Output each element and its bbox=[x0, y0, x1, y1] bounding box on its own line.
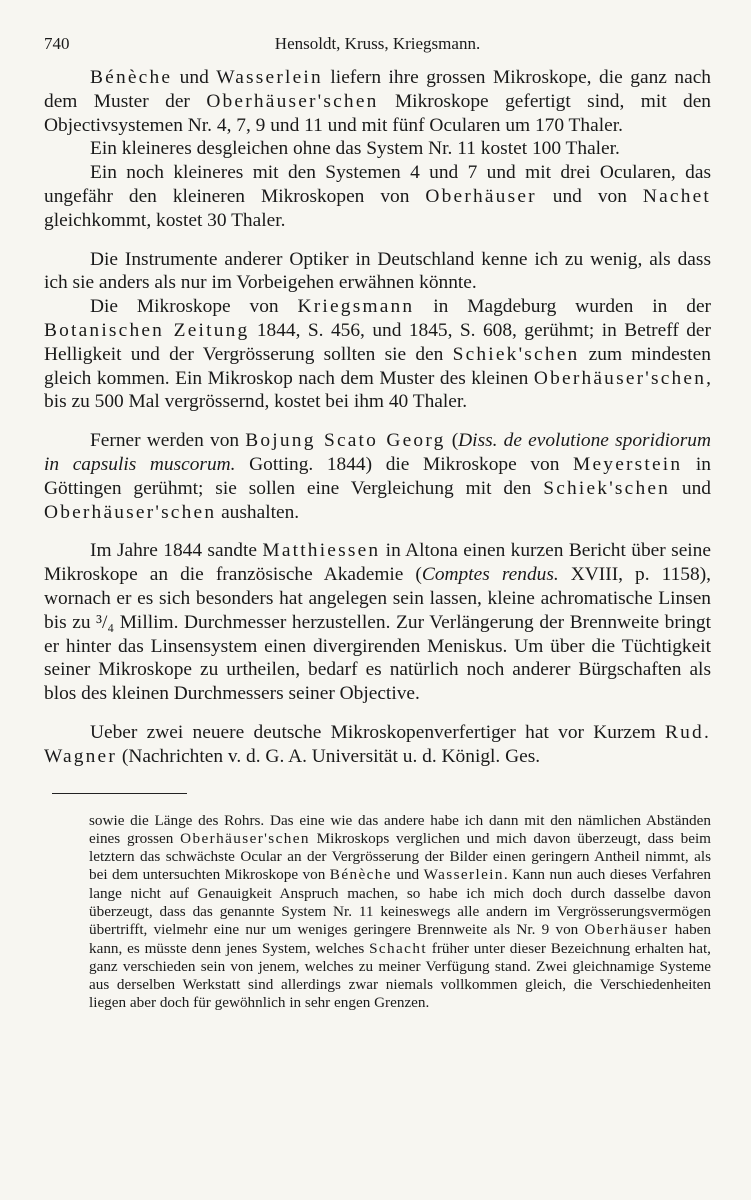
spaced-name: Schacht bbox=[369, 939, 427, 957]
text-run: haben kann, es müsste denn jenes System, welches bbox=[89, 921, 712, 957]
text-run: in Altona einen kurzen Bericht über seine Mikroskope an die französische Akademie ( bbox=[44, 540, 711, 586]
text-run: Mikroskope gefertigt sind, mit den Objectivsystemen Nr. 4, 7, 9 und 11 und mit fünf Ocularen um 170 Thaler. bbox=[44, 90, 711, 136]
text-run: XVIII, p. 1158), wornach er es sich besonders hat angelegen sein lassen, kleine achromatische Linsen bis zu ³/₄ Millim. Durchmesser herzustellen. Zur Verlängerung der Brennweite bringt er hinter das Linsensystem einen divergirenden Meniskus. Um über die Tüchtigkeit seiner Mikroskope zu urtheilen, bedarf es natürlich noch anderer Bürgschaften als blos des kleinen Durchmessers seiner Objective. bbox=[44, 564, 711, 705]
text-run: Im Jahre 1844 sandte bbox=[90, 540, 263, 562]
footnote-paragraph bbox=[89, 812, 711, 1013]
spaced-name: Botanischen Zeitung bbox=[44, 319, 250, 341]
text-run: , bis zu 500 Mal vergrössernd, kostet bei ihm 40 Thaler. bbox=[44, 367, 711, 413]
footnote-divider bbox=[52, 793, 187, 794]
text-run: in Magdeburg wurden in der bbox=[414, 296, 712, 318]
text-run: zum mindesten gleich kommen. Ein Mikroskop nach dem Muster des kleinen bbox=[44, 343, 711, 389]
spaced-name: Wasserlein bbox=[423, 866, 504, 884]
spaced-name: Nachet bbox=[642, 185, 712, 207]
text-run: und bbox=[670, 477, 712, 499]
spaced-name: Schiek'schen bbox=[543, 477, 671, 499]
spaced-name: Bénèche bbox=[90, 67, 173, 88]
spaced-name: Bojung Scato Georg bbox=[245, 430, 446, 452]
text-run: Ein kleineres desgleichen ohne das System Nr. 11 kostet 100 Thaler. bbox=[90, 138, 620, 160]
main-text bbox=[44, 66, 711, 769]
text-run: . Kann nun auch dieses Verfahren lange nicht auf Genauigkeit Anspruch machen, so habe ich mich doch durch dasselbe davon überzeugt, dass das genannte System Nr. 11 keineswegs alle andern im Vergrösserungsvermögen übertrifft, vielmehr eine nur um weniges geringere Brennweite als Nr. 9 von bbox=[89, 866, 712, 939]
text-run: Mikroskops verglichen und mich davon überzeugt, dass beim letztern das schwächste Ocular an der Vergrösserung der Bilder einen geringern Antheil nimmt, als bei dem untersuchten Mikroskope von bbox=[89, 829, 711, 884]
paragraph bbox=[44, 429, 711, 524]
italic-title: Diss. de evolutione sporidiorum in capsulis muscorum. bbox=[44, 430, 711, 475]
text-run: und bbox=[391, 866, 424, 884]
spaced-name: Kriegsmann bbox=[297, 296, 415, 318]
paragraph bbox=[44, 66, 711, 137]
text-run: ( bbox=[445, 430, 459, 452]
spaced-name: Oberhäuser bbox=[425, 185, 537, 207]
spaced-name: Oberhäuser bbox=[584, 921, 669, 939]
text-run: und von bbox=[536, 185, 643, 207]
text-run: 1844, S. 456, und 1845, S. 608, gerühmt; in Betreff der Helligkeit und der Vergrösserung sollten sie den bbox=[44, 319, 711, 365]
paragraph bbox=[44, 295, 711, 414]
spaced-name: Wasserlein bbox=[216, 67, 323, 88]
text-run: aushalten. bbox=[216, 501, 300, 523]
paragraph bbox=[44, 161, 711, 232]
text-run: früher unter dieser Bezeichnung erhalten hat, ganz verschieden sein von jenem, welches zu meiner Verfügung stand. Zwei gleichnamige Systeme aus derselben Werkstatt sind allerdings zwar niemals vollkommen gleich, die Verschiedenheiten liegen aber doch für gewöhnlich in sehr engen Grenzen. bbox=[89, 939, 711, 1012]
paragraph bbox=[44, 539, 711, 706]
text-run: Die Instrumente anderer Optiker in Deutschland kenne ich zu wenig, als dass ich sie anders als nur im Vorbeigehen erwähnen könnte. bbox=[44, 248, 711, 294]
text-run: Ferner werden von bbox=[90, 430, 246, 452]
text-run: sowie die Länge des Rohrs. Das eine wie das andere habe ich dann mit den nämlichen Abständen eines grossen bbox=[89, 811, 711, 847]
spaced-name: Schiek'schen bbox=[452, 343, 580, 365]
spaced-name: Oberhäuser'schen bbox=[206, 90, 379, 112]
spaced-name: Meyerstein bbox=[573, 453, 683, 475]
spaced-name: Rud. Wagner bbox=[44, 721, 711, 767]
text-run: Ueber zwei neuere deutsche Mikroskopenverfertiger hat vor Kurzem bbox=[90, 721, 666, 743]
page-number: 740 bbox=[44, 34, 70, 53]
spaced-name: Matthiessen bbox=[262, 540, 381, 562]
text-run: liefern ihre grossen Mikroskope, die ganz nach dem Muster der bbox=[44, 67, 711, 112]
text-run: (Nachrichten v. d. G. A. Universität u. d. Königl. Ges. bbox=[117, 745, 541, 767]
spaced-name: Bénèche bbox=[329, 866, 392, 884]
text-run: in Göttingen gerühmt; sie sollen eine Vergleichung mit den bbox=[44, 453, 711, 499]
running-head: Hensoldt, Kruss, Kriegsmann. bbox=[274, 34, 481, 53]
paragraph bbox=[44, 721, 711, 769]
spaced-name: Oberhäuser'schen bbox=[44, 501, 217, 523]
paragraph bbox=[44, 248, 711, 296]
text-run: Gotting. 1844) die Mikroskope von bbox=[235, 453, 574, 475]
spaced-name: Oberhäuser'schen bbox=[180, 829, 310, 847]
text-run: gleichkommt, kostet 30 Thaler. bbox=[44, 209, 286, 231]
page-header bbox=[44, 30, 711, 58]
footnote bbox=[44, 812, 711, 1013]
spaced-name: Oberhäuser'schen bbox=[533, 367, 707, 389]
text-run: Ein noch kleineres mit den Systemen 4 und 7 und mit drei Ocularen, das ungefähr den kleineren Mikroskopen von bbox=[44, 162, 711, 207]
text-run: und bbox=[172, 67, 217, 88]
italic-title: Comptes rendus. bbox=[421, 564, 559, 586]
paragraph bbox=[44, 137, 711, 161]
text-run: Die Mikroskope von bbox=[90, 296, 298, 318]
